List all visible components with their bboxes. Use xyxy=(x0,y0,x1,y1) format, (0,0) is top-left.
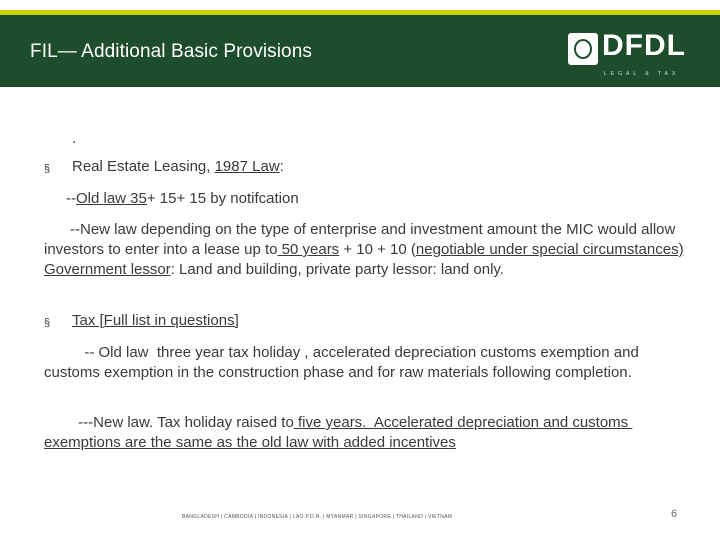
lease-extension: + 10 + 10 ( xyxy=(339,241,416,258)
slide-title: FIL— Additional Basic Provisions xyxy=(30,41,312,62)
old-law-line xyxy=(66,190,299,207)
footer-office-list: BANGLADESH | CAMBODIA | INDONESIA | LAO P.D.R. | MYANMAR | SINGAPORE | THAILAND | VIETNAM xyxy=(182,514,453,520)
page-number: 6 xyxy=(671,508,678,520)
tax-heading: Tax [Full list in questions] xyxy=(72,312,239,329)
old-law-detail: + 15+ 15 by notifcation xyxy=(146,190,299,207)
old-law-term: Old law 35 xyxy=(76,190,147,207)
bullet-icon: § xyxy=(44,317,51,329)
tax-new-law-paragraph xyxy=(44,413,684,453)
government-lessor: Government lessor xyxy=(44,261,171,278)
negotiable-note: negotiable under special circumstances) xyxy=(415,241,684,258)
item-real-estate-leasing xyxy=(72,158,284,175)
tax-old-law-paragraph: -- Old law three year tax holiday , accelerated depreciation customs exemption and customs exemption in the construction phase and for raw materials following completion. xyxy=(44,344,643,381)
new-law-text: --New law depending on the type of enterprise and investment amount the MIC would allow investors to enter into a lease up to xyxy=(44,221,676,258)
item-text: Real Estate Leasing, xyxy=(72,158,215,175)
logo-subtitle: LEGAL & TAX xyxy=(604,71,680,77)
tax-new-law-detail: five years. Accelerated depreciation and customs exemptions are the same as the old law with added incentives xyxy=(44,414,633,451)
item-tax xyxy=(72,312,239,329)
lease-term: 50 years xyxy=(277,241,340,258)
new-law-paragraph xyxy=(44,220,684,280)
old-law-prefix: -- xyxy=(66,190,76,207)
logo-text: DFDL xyxy=(602,29,686,62)
tax-new-law-text: ---New law. Tax holiday raised to xyxy=(74,414,294,431)
stray-dot: . xyxy=(72,130,77,147)
bullet-icon: § xyxy=(44,163,51,175)
item-suffix: : xyxy=(279,158,284,175)
law-reference: 1987 Law xyxy=(214,158,280,175)
lessor-detail: : Land and building, private party lessor: land only. xyxy=(170,261,504,278)
